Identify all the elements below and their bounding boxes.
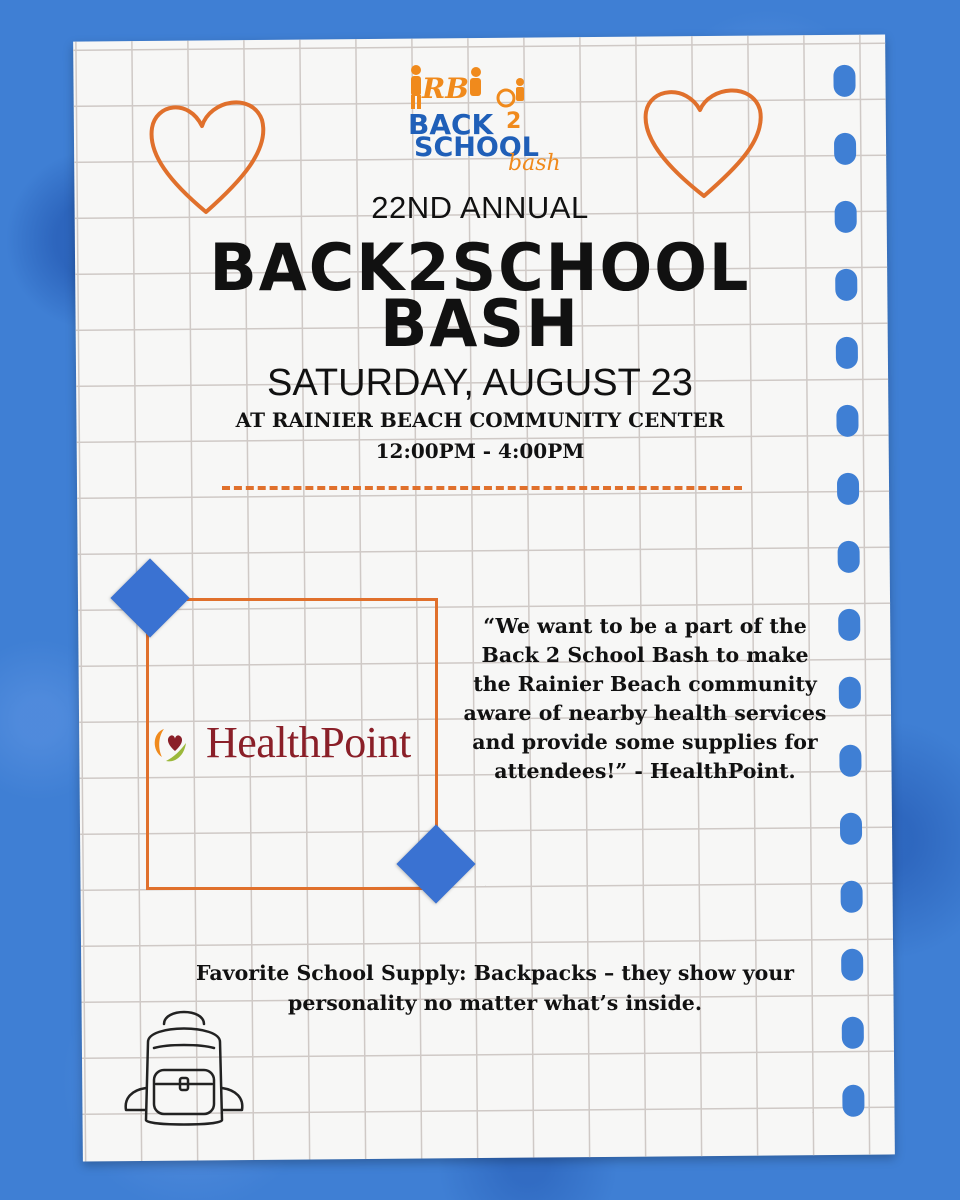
event-title-line1: BACK2SCHOOL [209, 229, 751, 306]
notebook-hole [840, 881, 862, 913]
event-time: 12:00PM - 4:00PM [375, 439, 585, 463]
notebook-hole [837, 473, 859, 505]
svg-text:2: 2 [506, 109, 522, 134]
backpack-icon [118, 1002, 250, 1130]
favorite-supply-text: Favorite School Supply: Backpacks – they show your personality no matter what’s inside. [195, 961, 795, 1015]
notebook-hole [839, 677, 861, 709]
notebook-hole [839, 745, 861, 777]
svg-text:bash: bash [508, 151, 561, 172]
notebook-hole [840, 813, 862, 845]
sponsor-quote: “We want to be a part of the Back 2 School Bash to make the Rainier Beach community aware of nearby health services and provide some supplies for attendees!” - HealthPoint. [463, 614, 827, 783]
notebook-hole [841, 949, 863, 981]
notebook-hole [838, 609, 860, 641]
notebook-hole [833, 65, 855, 97]
healthpoint-mark-icon [150, 717, 200, 767]
event-title-line2: BASH [380, 285, 580, 362]
dashed-divider [222, 486, 742, 490]
svg-text:SCHOOL: SCHOOL [414, 132, 539, 163]
svg-text:RB: RB [422, 72, 469, 105]
healthpoint-name: HealthPoint [206, 717, 411, 767]
event-date: SATURDAY, AUGUST 23 [267, 362, 693, 404]
notebook-hole [834, 133, 856, 165]
healthpoint-logo [150, 712, 440, 772]
event-location: AT RAINIER BEACH COMMUNITY CENTER [235, 408, 725, 432]
back2school-bash-logo [398, 62, 568, 172]
svg-text:BACK: BACK [408, 108, 494, 141]
notebook-hole [842, 1085, 864, 1117]
annual-label: 22ND ANNUAL [371, 190, 589, 225]
heart-icon-right [636, 80, 768, 204]
notebook-hole [842, 1017, 864, 1049]
notebook-hole [838, 541, 860, 573]
